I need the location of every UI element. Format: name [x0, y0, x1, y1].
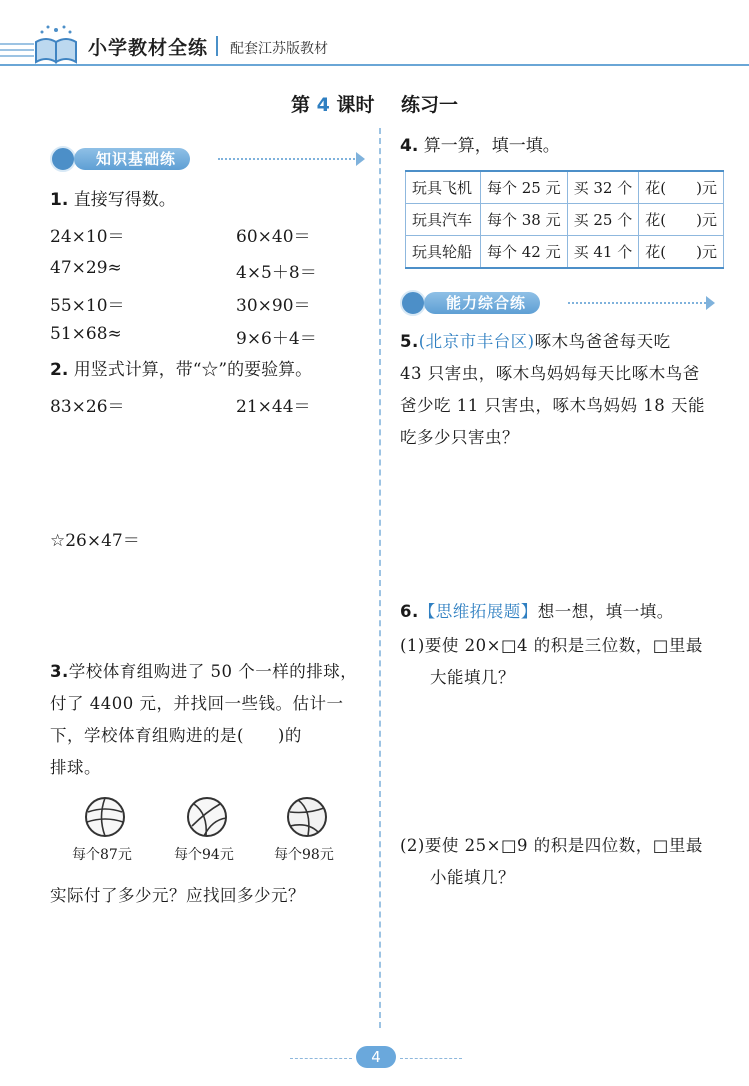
- q2-text: 用竖式计算，带“☆”的要验算。: [73, 360, 313, 380]
- table-cell-answer[interactable]: 花( )元: [639, 171, 724, 204]
- q5-line-2: 43 只害虫，啄木鸟妈妈每天比啄木鸟爸: [400, 364, 700, 383]
- q3-line-2: 付了 4400 元，并找回一些钱。估计一: [50, 694, 344, 713]
- table-cell: 买 41 个: [567, 236, 639, 269]
- q3-text: [50, 656, 372, 784]
- q2-expr-b: 21×44＝: [236, 397, 311, 417]
- q6-part-2: [400, 830, 730, 894]
- page-number: 4: [356, 1046, 396, 1068]
- q1-title: [50, 188, 176, 212]
- toy-price-table: [405, 170, 724, 269]
- section-banner-ability: [400, 290, 718, 316]
- q1-right-4: 9×6＋4＝: [236, 329, 317, 349]
- q5-line-3: 爸少吃 11 只害虫，啄木鸟妈妈 18 天能: [400, 396, 705, 415]
- banner-figure-icon: [50, 146, 76, 172]
- q3-followup: 实际付了多少元？应找回多少元？: [50, 886, 305, 905]
- q1-text: 直接写得数。: [73, 190, 176, 210]
- q5-line-1: 啄木鸟爸爸每天吃: [534, 332, 671, 351]
- q4-number: 4.: [400, 136, 419, 156]
- q6-title: [400, 596, 730, 628]
- banner-dotted-line: [568, 302, 706, 304]
- q3-line-1: 学校体育组购进了 50 个一样的排球，: [68, 662, 358, 681]
- table-row: [406, 236, 724, 269]
- q2-number: 2.: [50, 360, 69, 380]
- column-divider: [379, 128, 381, 1028]
- q3-line-3: 下，学校体育组购进的是( )的: [50, 726, 302, 745]
- table-cell: 每个 42 元: [481, 236, 568, 269]
- q6-part-1: [400, 630, 730, 694]
- footer-line-right: [400, 1058, 462, 1059]
- table-cell-answer[interactable]: 花( )元: [639, 236, 724, 269]
- q6-p2-line-2: 小能填几？: [430, 868, 515, 887]
- q3-price-1: 每个87元: [72, 847, 132, 863]
- q6-number: 6.: [400, 602, 419, 621]
- q1-right-3: 30×90＝: [236, 296, 311, 316]
- q4-title: [400, 134, 560, 158]
- table-cell: 买 32 个: [567, 171, 639, 204]
- brand-separator: [216, 36, 218, 56]
- q1-left-1: 24×10＝: [50, 227, 125, 247]
- brand-subtitle: 配套江苏版教材: [230, 41, 328, 57]
- table-cell: 每个 25 元: [481, 171, 568, 204]
- banner-dotted-line: [218, 158, 358, 160]
- q1-right-1: 60×40＝: [236, 227, 311, 247]
- q3-line-4: 排球。: [50, 758, 101, 777]
- volleyball-icon: [84, 796, 126, 838]
- q6-text: 想一想，填一填。: [537, 602, 674, 621]
- q2-expr-c: ☆26×47＝: [50, 531, 140, 551]
- q6-p2-line-1: (2)要使 25×□9 的积是四位数，□里最: [400, 836, 703, 855]
- section-banner-basic: [50, 146, 370, 172]
- q3-number: 3.: [50, 662, 69, 681]
- q2-title: [50, 358, 312, 382]
- table-cell: 玩具汽车: [406, 204, 481, 236]
- banner-arrow-icon: [706, 296, 715, 310]
- q2-expr-a: 83×26＝: [50, 397, 125, 417]
- q5-number: 5.: [400, 332, 419, 351]
- open-book-icon: [30, 24, 82, 64]
- q6-p1-line-2: 大能填几？: [430, 668, 515, 687]
- lesson-number: 4: [316, 94, 330, 116]
- brand-title: 小学教材全练: [88, 37, 209, 59]
- q3-price-2: 每个94元: [174, 847, 234, 863]
- q5-location: (北京市丰台区): [418, 332, 535, 351]
- volleyball-icon: [286, 796, 328, 838]
- q6-tag: 【思维拓展题】: [418, 602, 538, 621]
- q6-p1-line-1: (1)要使 20×□4 的积是三位数，□里最: [400, 636, 703, 655]
- table-cell: 买 25 个: [567, 204, 639, 236]
- q3-price-3: 每个98元: [274, 847, 334, 863]
- q1-right-2: 4×5＋8＝: [236, 263, 317, 283]
- table-row: [406, 171, 724, 204]
- lesson-suffix: 课时: [336, 94, 375, 116]
- table-cell: 玩具飞机: [406, 171, 481, 204]
- q1-left-3: 55×10＝: [50, 296, 125, 316]
- q5-line-4: 吃多少只害虫？: [400, 428, 519, 447]
- banner-arrow-icon: [356, 152, 365, 166]
- q5-text: [400, 326, 730, 454]
- banner-figure-icon: [400, 290, 426, 316]
- table-cell: 玩具轮船: [406, 236, 481, 269]
- lesson-prefix: 第: [291, 94, 311, 116]
- section-title-ability: 能力综合练: [424, 292, 540, 314]
- q4-text: 算一算，填一填。: [423, 136, 560, 156]
- header-stripes: [0, 40, 34, 62]
- lesson-name: 练习一: [400, 94, 458, 116]
- table-cell: 每个 38 元: [481, 204, 568, 236]
- q1-left-2: 47×29≈: [50, 258, 122, 278]
- table-row: [406, 204, 724, 236]
- table-cell-answer[interactable]: 花( )元: [639, 204, 724, 236]
- volleyball-icon: [186, 796, 228, 838]
- header-rule: [0, 64, 749, 66]
- footer-line-left: [290, 1058, 352, 1059]
- lesson-title: [0, 90, 749, 117]
- section-title-basic: 知识基础练: [74, 148, 190, 170]
- q1-left-4: 51×68≈: [50, 324, 122, 344]
- q1-number: 1.: [50, 190, 69, 210]
